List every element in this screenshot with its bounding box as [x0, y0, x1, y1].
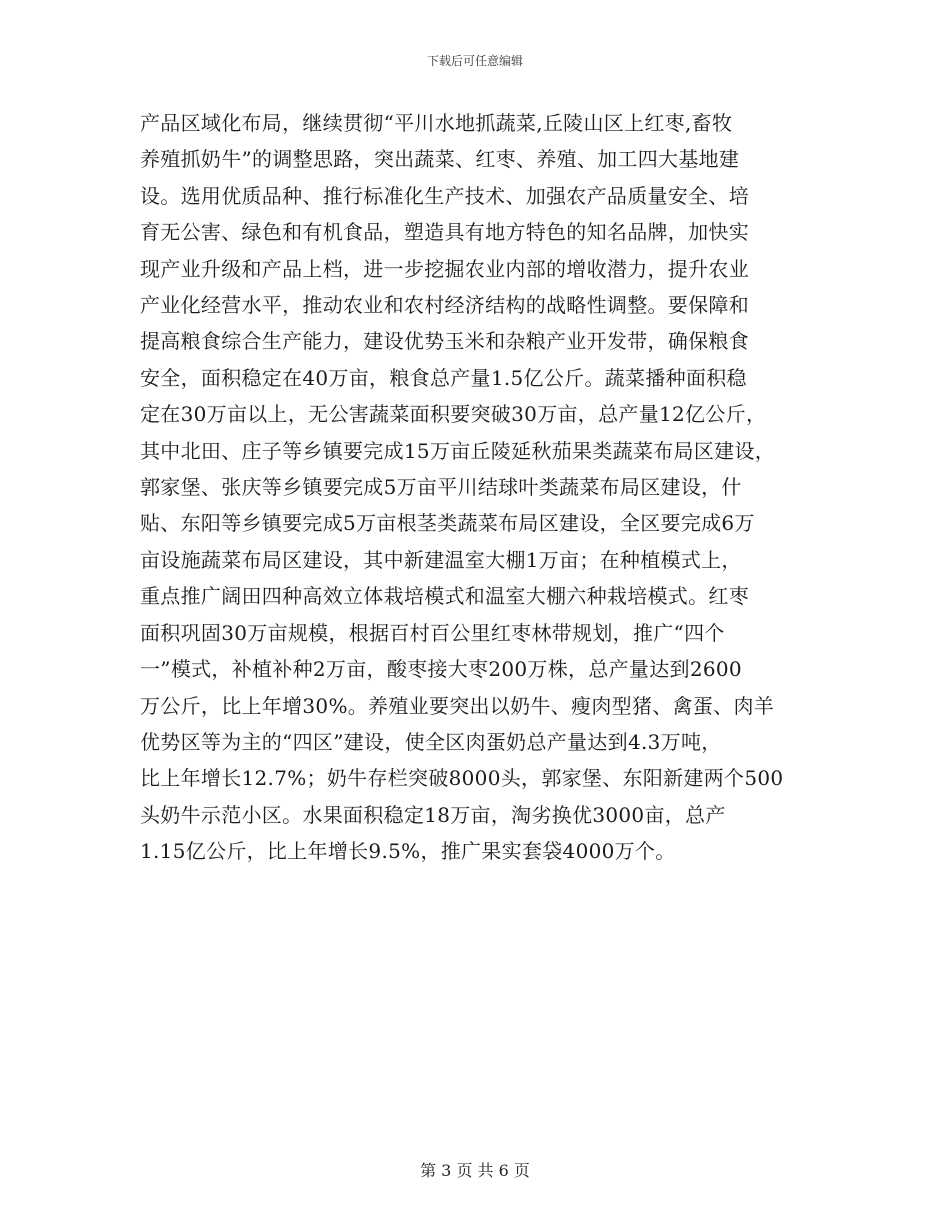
text-line: 其中北田、庄子等乡镇要完成15万亩丘陵延秋茄果类蔬菜布局区建设， — [140, 438, 776, 463]
page-header: 下载后可任意编辑 — [426, 54, 523, 68]
text-line: 产品区域化布局，继续贯彻“平川水地抓蔬菜,丘陵山区上红枣,畜牧 — [140, 111, 733, 135]
text-line: 提高粮食综合生产能力，建设优势玉米和杂粮产业开发带，确保粮食 — [140, 329, 749, 354]
text-line: 现产业升级和产品上档，进一步挖掘农业内部的增收潜力，提升农业 — [140, 256, 749, 281]
text-line: 头奶牛示范小区。水果面积稳定18万亩，淘劣换优3000亩，总产 — [140, 802, 726, 827]
text-line: 万公斤，比上年增30%。养殖业要突出以奶牛、瘦肉型猪、禽蛋、肉羊 — [140, 693, 775, 718]
page-footer: 第 3 页 共 6 页 — [420, 1161, 530, 1180]
text-line: 一”模式，补植补种2万亩，酸枣接大枣200万株，总产量达到2600 — [140, 657, 742, 682]
text-line: 安全，面积稳定在40万亩，粮食总产量1.5亿公斤。蔬菜播种面积稳 — [140, 365, 747, 390]
text-line: 定在30万亩以上，无公害蔬菜面积要突破30万亩，总产量12亿公斤， — [140, 402, 767, 427]
text-line: 1.15亿公斤，比上年增长9.5%，推广果实套袋4000万个。 — [140, 839, 676, 864]
text-line: 重点推广阔田四种高效立体栽培模式和温室大棚六种栽培模式。红枣 — [140, 584, 749, 609]
text-line: 比上年增长12.7%；奶牛存栏突破8000头，郭家堡、东阳新建两个500 — [140, 766, 784, 791]
body-text — [140, 105, 820, 870]
text-line: 亩设施蔬菜布局区建设，其中新建温室大棚1万亩；在种植模式上， — [140, 547, 742, 572]
text-line: 面积巩固30万亩规模，根据百村百公里红枣林带规划，推广“四个 — [140, 620, 725, 645]
text-line: 优势区等为主的“四区”建设，使全区肉蛋奶总产量达到4.3万吨， — [140, 729, 722, 754]
text-line: 产业化经营水平，推动农业和农村经济结构的战略性调整。要保障和 — [140, 293, 749, 318]
text-line: 养殖抓奶牛”的调整思路，突出蔬菜、红枣、养殖、加工四大基地建 — [140, 147, 740, 172]
text-line: 育无公害、绿色和有机食品，塑造具有地方特色的知名品牌，加快实 — [140, 220, 749, 245]
text-line: 郭家堡、张庆等乡镇要完成5万亩平川结球叶类蔬菜布局区建设，什 — [140, 475, 742, 500]
text-line: 设。选用优质品种、推行标准化生产技术、加强农产品质量安全、培 — [140, 183, 749, 208]
text-line: 贴、东阳等乡镇要完成5万亩根茎类蔬菜布局区建设，全区要完成6万 — [140, 511, 755, 536]
